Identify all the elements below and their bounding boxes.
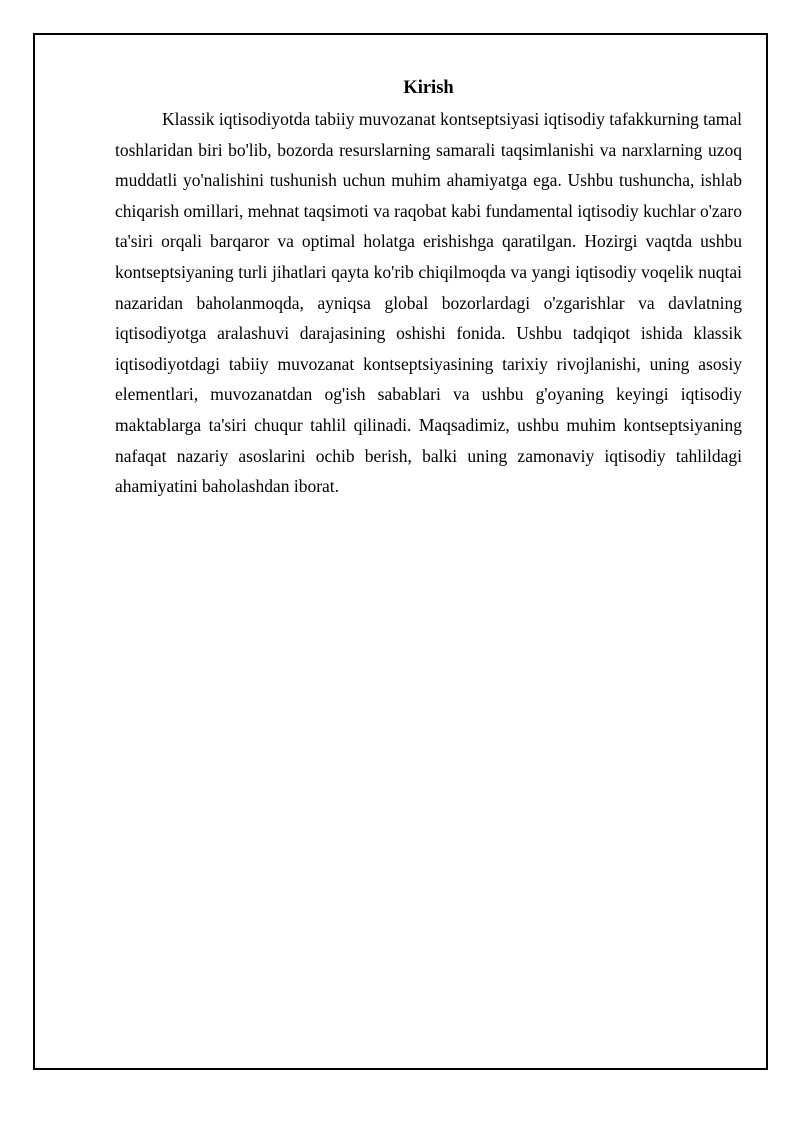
intro-paragraph: Klassik iqtisodiyotda tabiiy muvozanat kontseptsiyasi iqtisodiy tafakkurning tamal toshlaridan biri bo'lib, bozorda resurslarning samarali taqsimlanishi va narxlarning uzoq muddatli yo'nalishini tushunish uchun muhim ahamiyatga ega. Ushbu tushuncha, ishlab chiqarish omillari, mehnat taqsimoti va raqobat kabi fundamental iqtisodiy kuchlar o'zaro ta'siri orqali barqaror va optimal holatga erishishga qaratilgan. Hozirgi vaqtda ushbu kontseptsiyaning turli jihatlari qayta ko'rib chiqilmoqda va yangi iqtisodiy voqelik nuqtai nazaridan baholanmoqda, ayniqsa global bozorlardagi o'zgarishlar va davlatning iqtisodiyotga aralashuvi darajasining oshishi fonida. Ushbu tadqiqot ishida klassik iqtisodiyotdagi tabiiy muvozanat kontseptsiyasining tarixiy rivojlanishi, uning asosiy elementlari, muvozanatdan og'ish sabablari va ushbu g'oyaning keyingi iqtisodiy maktablarga ta'siri chuqur tahlil qilinadi. Maqsadimiz, ushbu muhim kontseptsiyaning nafaqat nazariy asoslarini ochib berish, balki uning zamonaviy iqtisodiy tahlildagi ahamiyatini baholashdan iborat.	[115, 109, 742, 497]
section-title: Kirish	[403, 78, 454, 98]
document-body	[115, 75, 742, 502]
